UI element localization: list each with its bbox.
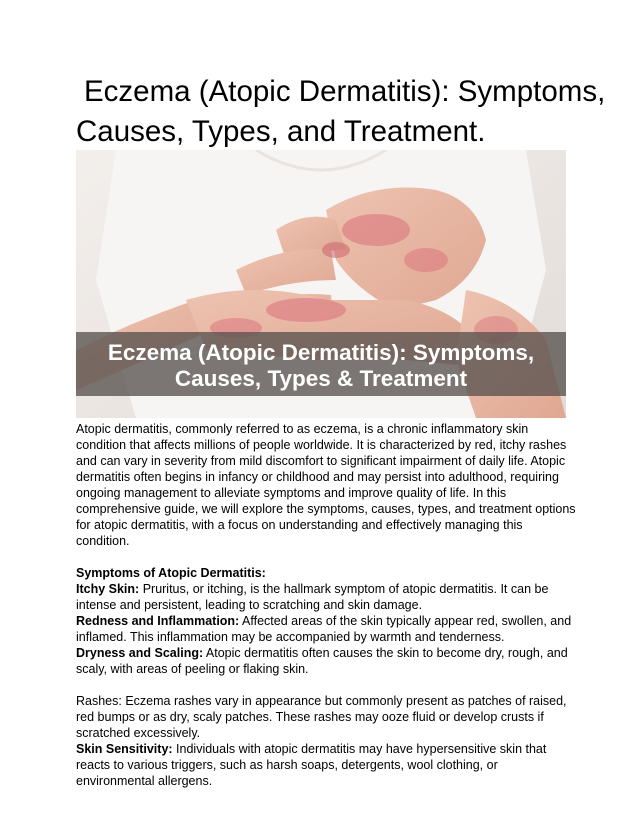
hero-image	[76, 150, 566, 418]
article-body	[76, 421, 576, 789]
symptom-redness	[76, 613, 576, 645]
title-line-1: Eczema (Atopic Dermatitis): Symptoms,	[84, 75, 606, 108]
symptom-text: Atopic dermatitis often causes the skin to become dry, rough, and scaly, with areas of peeling or flaking skin.	[76, 646, 568, 676]
symptom-skin-sensitivity	[76, 741, 576, 789]
symptom-term: Dryness and Scaling:	[76, 646, 204, 660]
title-line-2: Causes, Types, and Treatment.	[76, 115, 486, 148]
symptom-term: Redness and Inflammation:	[76, 614, 240, 628]
hero-banner-line-2: Causes, Types & Treatment	[174, 366, 468, 391]
symptoms-heading: Symptoms of Atopic Dermatitis:	[76, 566, 266, 580]
symptom-text: Pruritus, or itching, is the hallmark symptom of atopic dermatitis. It can be intense and persistent, leading to scratching and skin damage.	[76, 582, 549, 612]
symptom-text: Individuals with atopic dermatitis may have hypersensitive skin that reacts to various triggers, such as harsh soaps, detergents, wool clothing, or environmental allergens.	[76, 742, 547, 788]
hero-banner-line-1: Eczema (Atopic Dermatitis): Symptoms,	[107, 340, 535, 365]
symptom-term: Skin Sensitivity:	[76, 742, 173, 756]
page-title	[76, 72, 606, 152]
symptom-text: Affected areas of the skin typically appear red, swollen, and inflamed. This inflammation may be accompanied by warmth and tenderness.	[76, 614, 572, 644]
symptom-dryness	[76, 645, 576, 677]
rashes-paragraph: Rashes: Eczema rashes vary in appearance but commonly present as patches of raised, red bumps or as dry, scaly patches. These rashes may ooze fluid or develop crusts if scratched excessively.	[76, 694, 567, 740]
symptom-term: Itchy Skin:	[76, 582, 140, 596]
symptom-itchy-skin	[76, 581, 576, 613]
intro-paragraph: Atopic dermatitis, commonly referred to as eczema, is a chronic inflammatory skin condition that affects millions of people worldwide. It is characterized by red, itchy rashes and can vary in severity from mild discomfort to significant impairment of daily life. Atopic dermatitis often begins in infancy or childhood and may persist into adulthood, requiring ongoing management to alleviate symptoms and improve quality of life. In this comprehensive guide, we will explore the symptoms, causes, types, and treatment options for atopic dermatitis, with a focus on understanding and effectively managing this condition.	[76, 422, 576, 548]
